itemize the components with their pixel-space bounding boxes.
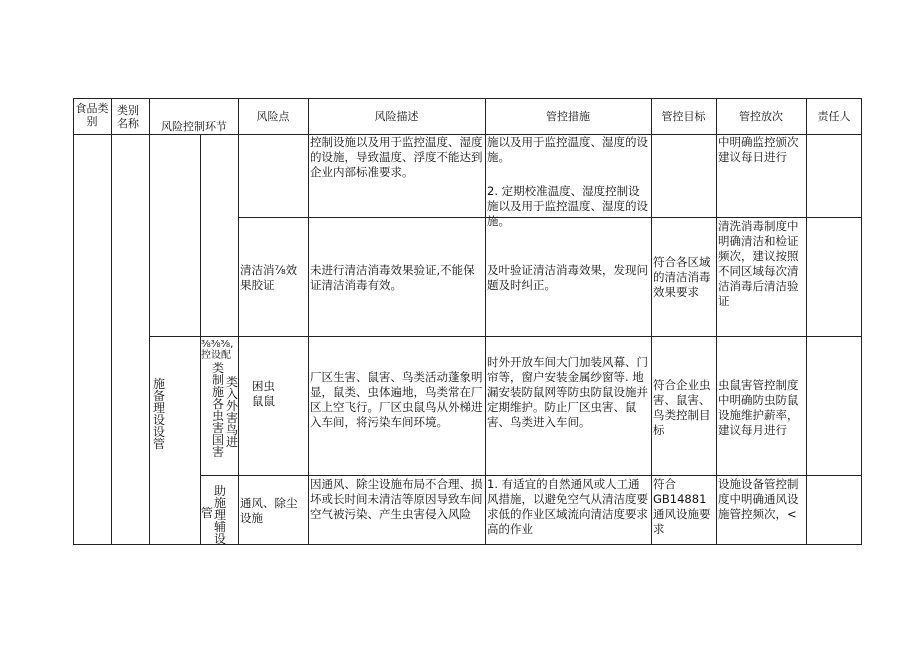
row-divider-3 <box>200 475 862 476</box>
row3-risk-desc: 厂区生害、鼠害、鸟类活动蓬象明显，鼠类、虫体遍地，鸟类常在厂区上空飞行。厂区虫鼠鸟从外梯进入车间，将污染车间环境。 <box>310 370 483 429</box>
row4-control-measure: 1. 有适宜的自然通风或人工通风措施，以避免空气从清洁度要求低的作业区域流向清洁度要求高的作业 <box>487 477 648 536</box>
col-border-9 <box>861 98 862 545</box>
row2-control-measure: 及叶验证清洁消毒效果，发现问题及时纠正。 <box>487 263 648 292</box>
row4-subcategory-col-a: 助 施 理 辅 设 <box>214 484 227 546</box>
col-border-4 <box>308 98 309 545</box>
row2-control-freq: 清洗消毒制度中明确清洁和检证频次，建议按照不同区域每次清洁消毒后清洁验证 <box>718 219 799 308</box>
header-control-goal: 管控目标 <box>661 110 706 123</box>
col-border-6 <box>651 98 652 545</box>
row-divider-2 <box>149 336 862 337</box>
row1-measure-a: 施以及用于监控温度、湿度的设施。 <box>487 135 648 164</box>
header-food-category: 食品类别 <box>75 102 109 128</box>
row2-risk-desc: 未进行清洁消毒效果验证,不能保证清洁消毒有效。 <box>310 263 475 292</box>
col-border-0 <box>73 98 74 545</box>
table-top-border <box>73 98 862 99</box>
row3-subcategory-col-b: 类 入 外 害 鸟 进 <box>226 375 239 449</box>
col-border-1 <box>111 98 112 545</box>
row3-risk-point: 困虫鼠鼠 <box>252 379 275 408</box>
header-risk-stage: 风险控制环节 <box>161 120 227 133</box>
header-control-measure: 管控措施 <box>546 110 590 123</box>
row3-control-freq: 虫鼠害管控制度中明确防虫防鼠设施维护薪率，建议每月进行 <box>718 378 799 437</box>
row4-subcategory-col-b: 管 <box>201 506 214 520</box>
row3-subcategory-col-a: 类 制 施 各 虫 害 国 害 <box>212 361 225 459</box>
row3-control-measure: 时外开放车间大门加装风幕、门帘等，窗户安装金属纱窗等. 地漏安装防鼠网等防虫防鼠设施并定期维护。防止厂区虫害、鼠害、鸟类进入车间。 <box>487 355 648 429</box>
header-responsible: 责任人 <box>817 110 851 123</box>
row1-risk-desc: 控制设施以及用于监控温度、湿度的设施，导致温度、浮度不能达到企业内部标准要求。 <box>310 135 483 179</box>
risk-stage-label: 施 备 理 设 设 管 <box>153 377 166 451</box>
row4-control-freq: 设施设备管控制度中明确通风设施管控频次，< <box>718 477 799 521</box>
row2-risk-point: 清洁消⅞效果胶证 <box>240 263 298 292</box>
col-border-3b <box>238 98 239 545</box>
row4-risk-desc: 因通风、除尘设施布局不合理、损坏或长时间未清洁等原因导致车间空气被污染、产生虫害侵入风险 <box>310 477 483 521</box>
col-border-8 <box>806 98 807 545</box>
header-control-freq: 管控放次 <box>739 110 783 123</box>
header-risk-point: 风险点 <box>256 110 290 123</box>
row2-control-goal: 符合各区域的清洁消毒效果要求 <box>653 255 711 299</box>
col-border-5 <box>485 98 486 545</box>
header-sub-category: 类别名称 <box>117 104 139 130</box>
row4-control-goal: 符合GB14881通风设施要求 <box>653 477 711 536</box>
header-risk-desc: 风险描述 <box>374 110 419 123</box>
row3-subcategory-top: ⅜⅜⅜,控设配 <box>201 339 234 361</box>
col-border-2 <box>149 98 150 545</box>
row1-measure-b: 2. 定期校准温度、湿度控制设施以及用于监控温度、湿度的设施。 <box>487 184 648 228</box>
row4-risk-point: 通风、除尘设施 <box>240 496 298 525</box>
table-bottom-border <box>73 544 862 545</box>
row1-control-freq: 中明确监控颁次建议每日进行 <box>718 135 799 164</box>
row3-control-goal: 符合企业虫害、鼠害、鸟类控制目标 <box>653 378 711 437</box>
col-border-7 <box>716 98 717 545</box>
